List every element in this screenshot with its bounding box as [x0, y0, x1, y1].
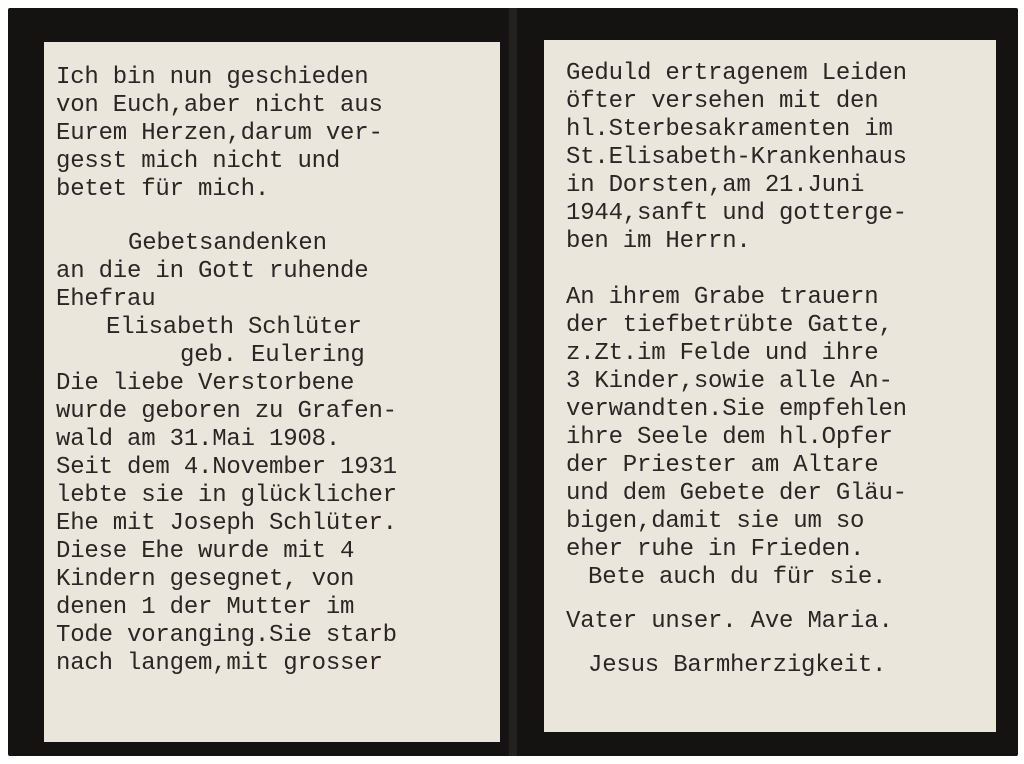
text-line: betet für mich.: [56, 176, 270, 203]
text-line: nach langem,mit grosser: [56, 650, 383, 677]
text-line: und dem Gebete der Gläu-: [566, 480, 907, 507]
right-page: [544, 40, 996, 732]
text-line: Eurem Herzen,darum ver-: [56, 120, 383, 147]
text-line: Seit dem 4.November 1931: [56, 454, 397, 481]
text-line: wald am 31.Mai 1908.: [56, 426, 341, 453]
text-line: wurde geboren zu Grafen-: [56, 398, 397, 425]
text-line: in Dorsten,am 21.Juni: [566, 172, 865, 199]
text-line: der tiefbetrübte Gatte,: [566, 312, 893, 339]
deceased-name: Elisabeth Schlüter: [106, 314, 362, 341]
text-line: denen 1 der Mutter im: [56, 594, 355, 621]
text-line: Die liebe Verstorbene: [56, 370, 355, 397]
text-line: verwandten.Sie empfehlen: [566, 396, 907, 423]
card-heading: Gebetsandenken: [128, 230, 327, 257]
text-line: Diese Ehe wurde mit 4: [56, 538, 355, 565]
text-line: von Euch,aber nicht aus: [56, 92, 383, 119]
text-line: der Priester am Altare: [566, 452, 879, 479]
text-line: Ehe mit Joseph Schlüter.: [56, 510, 397, 537]
prayer-line: Jesus Barmherzigkeit.: [588, 652, 887, 679]
text-line: Ehefrau: [56, 286, 156, 313]
text-line: 1944,sanft und gotterge-: [566, 200, 907, 227]
text-line: eher ruhe in Frieden.: [566, 536, 865, 563]
text-line: hl.Sterbesakramenten im: [566, 116, 893, 143]
left-page: [44, 42, 500, 742]
text-line: An ihrem Grabe trauern: [566, 284, 879, 311]
text-line: Geduld ertragenem Leiden: [566, 60, 907, 87]
text-line: ihre Seele dem hl.Opfer: [566, 424, 893, 451]
text-line: gesst mich nicht und: [56, 148, 341, 175]
text-line: ben im Herrn.: [566, 228, 751, 255]
text-line: z.Zt.im Felde und ihre: [566, 340, 879, 367]
text-line: bigen,damit sie um so: [566, 508, 865, 535]
card-fold: [509, 8, 517, 756]
prayer-request: Bete auch du für sie.: [588, 564, 887, 591]
text-line: Kindern gesegnet, von: [56, 566, 355, 593]
text-line: an die in Gott ruhende: [56, 258, 369, 285]
text-line: St.Elisabeth-Krankenhaus: [566, 144, 907, 171]
text-line: Ich bin nun geschieden: [56, 64, 369, 91]
text-line: Tode voranging.Sie starb: [56, 622, 397, 649]
text-line: 3 Kinder,sowie alle An-: [566, 368, 893, 395]
text-line: lebte sie in glücklicher: [56, 482, 397, 509]
prayer-line: Vater unser. Ave Maria.: [566, 608, 893, 635]
maiden-name: geb. Eulering: [180, 342, 365, 369]
text-line: öfter versehen mit den: [566, 88, 879, 115]
